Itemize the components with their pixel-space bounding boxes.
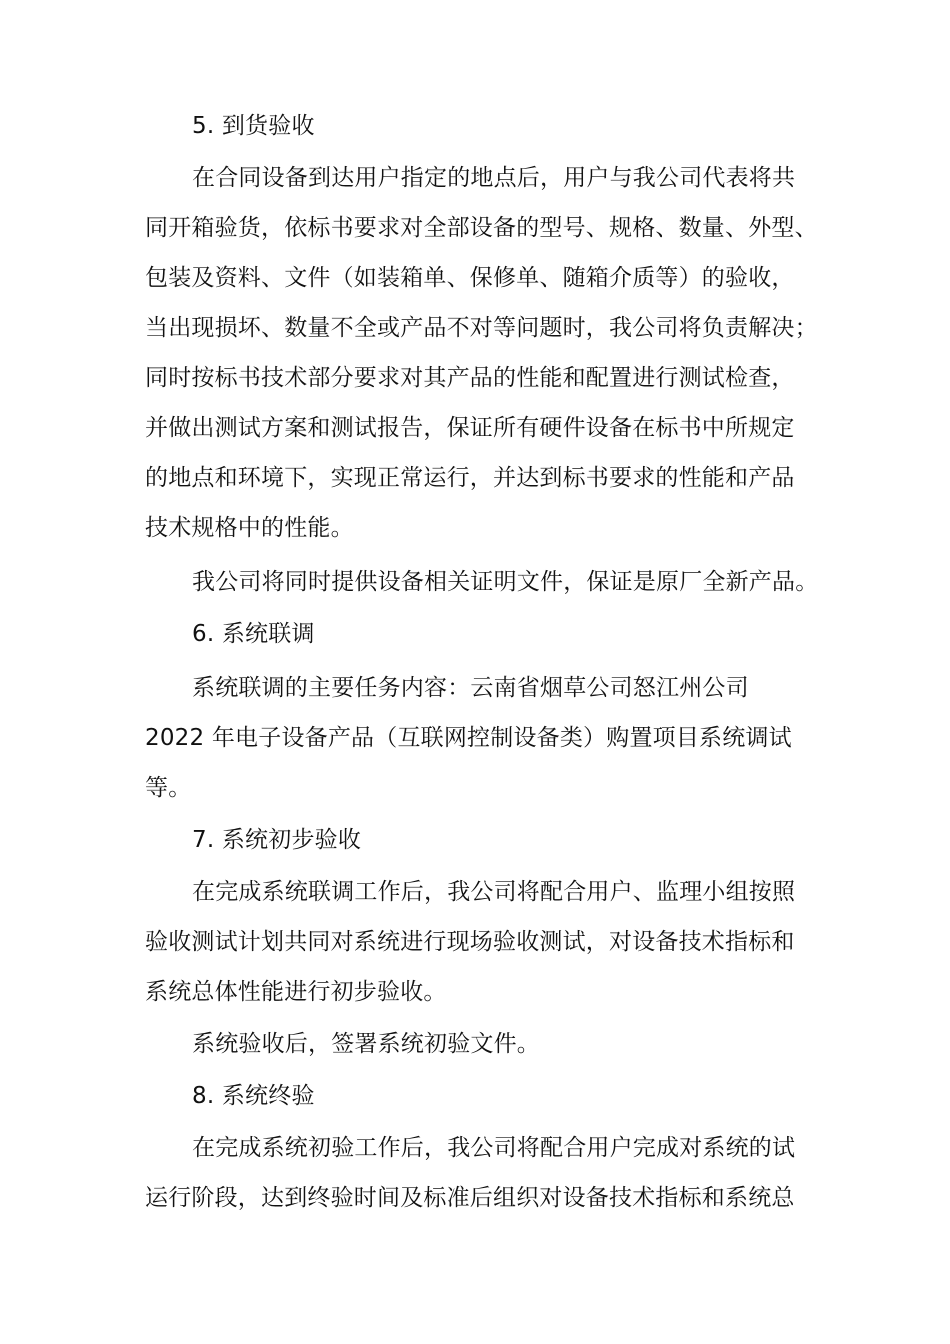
paragraph-line: 验收测试计划共同对系统进行现场验收测试，对设备技术指标和 [145, 929, 795, 955]
paragraph-line: 同时按标书技术部分要求对其产品的性能和配置进行测试检查， [145, 365, 795, 391]
section-heading-system-integration: 6. 系统联调 [192, 621, 315, 647]
paragraph-line: 在完成系统联调工作后，我公司将配合用户、监理小组按照 [192, 879, 796, 905]
paragraph-line: 当出现损坏、数量不全或产品不对等问题时，我公司将负责解决； [145, 315, 818, 341]
paragraph-line: 系统总体性能进行初步验收。 [145, 979, 447, 1005]
paragraph-line: 我公司将同时提供设备相关证明文件，保证是原厂全新产品。 [192, 569, 819, 595]
paragraph-line: 系统验收后，签署系统初验文件。 [192, 1031, 540, 1057]
paragraph-line: 等。 [145, 775, 192, 801]
paragraph-line: 并做出测试方案和测试报告，保证所有硬件设备在标书中所规定 [145, 415, 795, 441]
paragraph-line: 的地点和环境下，实现正常运行，并达到标书要求的性能和产品 [145, 465, 795, 491]
paragraph-line: 在合同设备到达用户指定的地点后，用户与我公司代表将共 [192, 165, 796, 191]
section-heading-preliminary-acceptance: 7. 系统初步验收 [192, 827, 362, 853]
section-heading-final-acceptance: 8. 系统终验 [192, 1083, 315, 1109]
paragraph-line: 运行阶段，达到终验时间及标准后组织对设备技术指标和系统总 [145, 1185, 795, 1211]
paragraph-line: 2022 年电子设备产品（互联网控制设备类）购置项目系统调试 [145, 725, 792, 751]
paragraph-line: 技术规格中的性能。 [145, 515, 354, 541]
paragraph-line: 系统联调的主要任务内容：云南省烟草公司怒江州公司 [192, 675, 749, 701]
paragraph-line: 在完成系统初验工作后，我公司将配合用户完成对系统的试 [192, 1135, 796, 1161]
paragraph-line: 包装及资料、文件（如装箱单、保修单、随箱介质等）的验收， [145, 265, 795, 291]
section-heading-arrival-acceptance: 5. 到货验收 [192, 113, 315, 139]
paragraph-line: 同开箱验货，依标书要求对全部设备的型号、规格、数量、外型、 [145, 215, 818, 241]
